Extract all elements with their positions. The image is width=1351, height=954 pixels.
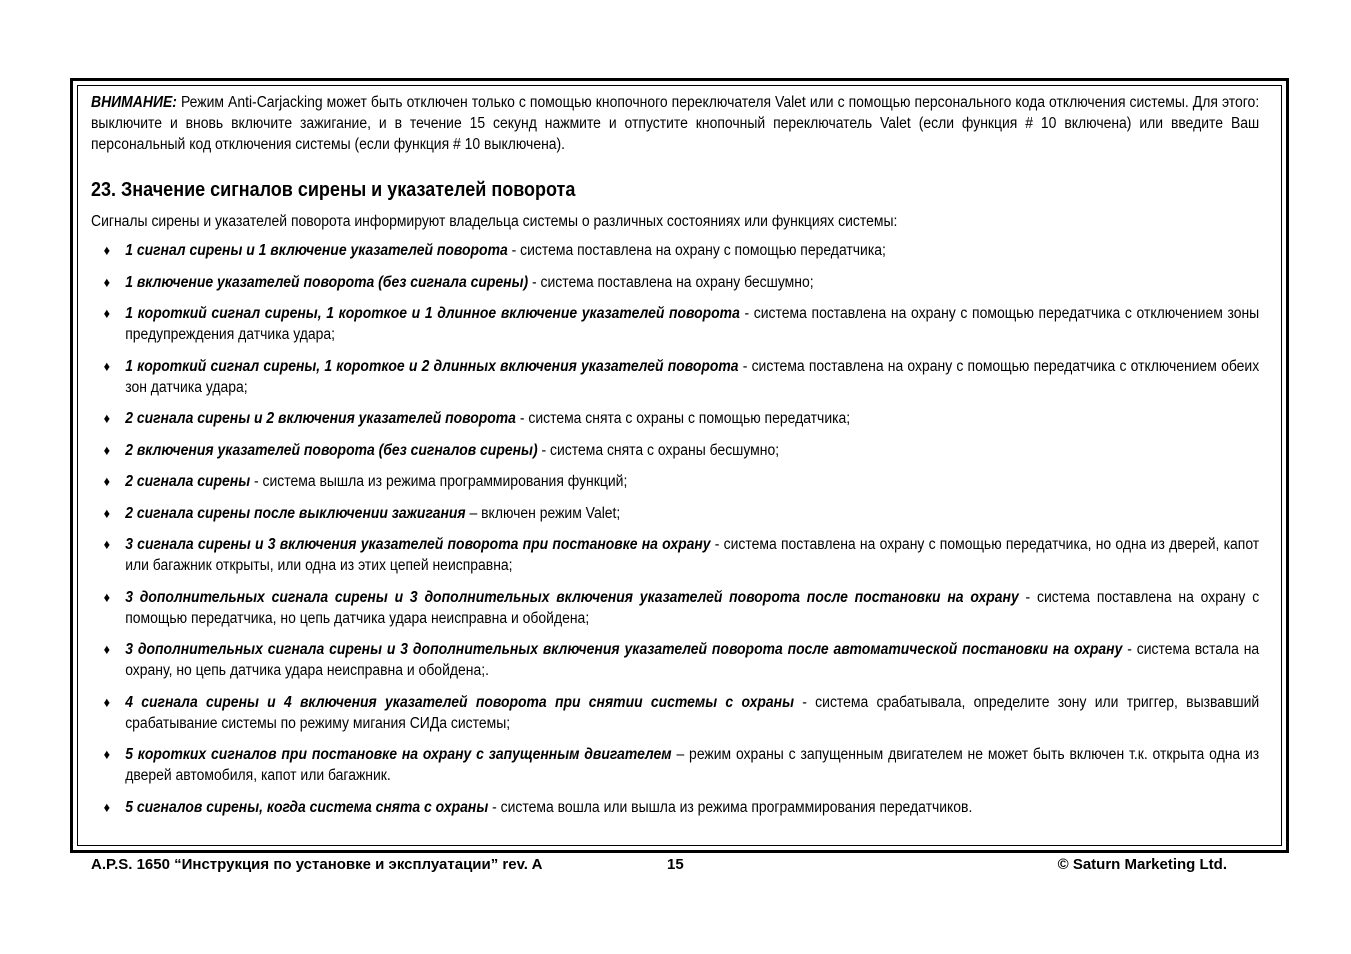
list-item-signal: 2 сигнала сирены и 2 включения указателей поворота — [125, 410, 516, 427]
list-item — [91, 503, 1259, 524]
list-item-meaning: - система встала на охрану, но цепь датчика удара неисправна и обойдена;. — [125, 641, 1260, 679]
list-item-signal: 1 сигнал сирены и 1 включение указателей поворота — [125, 242, 508, 259]
list-item-signal: 5 коротких сигналов при постановке на охрану с запущенным двигателем — [125, 746, 672, 763]
list-item — [91, 272, 1259, 293]
list-item — [91, 639, 1259, 681]
list-item — [91, 240, 1259, 261]
footer-copyright: © Saturn Marketing Ltd. — [1057, 856, 1227, 873]
diamond-bullet-icon: ♦ — [103, 305, 111, 321]
list-item-meaning: - система срабатывала, определите зону или триггер, вызвавший срабатывание системы по режиму мигания СИДа системы; — [125, 693, 1260, 732]
list-item-meaning: - система вошла или вышла из режима программирования передатчиков. — [488, 798, 973, 816]
list-item — [91, 797, 1259, 818]
list-item — [91, 356, 1259, 398]
list-item-meaning: - система снята с охраны бесшумно; — [537, 441, 780, 459]
list-item-meaning: - система поставлена на охрану с помощью передатчика с отключением зоны предупреждения датчика удара; — [125, 305, 1260, 343]
list-item-signal: 3 дополнительных сигнала сирены и 3 дополнительных включения указателей поворота после автоматической постановки на охрану — [125, 641, 1123, 658]
list-item-signal: 3 сигнала сирены и 3 включения указателей поворота при постановке на охрану — [125, 536, 711, 553]
list-item-signal: 2 сигнала сирены — [125, 473, 251, 490]
diamond-bullet-icon: ♦ — [103, 746, 111, 762]
list-item-meaning: - система поставлена на охрану с помощью передатчика; — [507, 242, 886, 259]
diamond-bullet-icon: ♦ — [103, 273, 111, 290]
warning-text: Режим Anti-Carjacking может быть отключен только с помощью кнопочного переключателя Valet или с помощью персонального кода отключения системы. Для этого: выключите и вновь включите зажигание, и в течение 15 секунд нажмите и отпустите кнопочный переключатель Valet (если функция # 10 включена) или введите Ваш персональный код отключения системы (если функция # 10 выключена). — [91, 94, 1260, 153]
list-item — [91, 408, 1259, 429]
diamond-bullet-icon: ♦ — [103, 242, 111, 258]
list-item — [91, 587, 1259, 629]
diamond-bullet-icon: ♦ — [103, 641, 111, 657]
signal-list — [91, 240, 1259, 818]
section-title: 23. Значение сигналов сирены и указателей поворота — [91, 179, 576, 201]
list-item-meaning: – включен режим Valet; — [465, 504, 621, 522]
diamond-bullet-icon: ♦ — [103, 693, 111, 710]
diamond-bullet-icon: ♦ — [103, 798, 111, 815]
list-item-meaning: - система поставлена на охрану с помощью передатчика с отключением обеих зон датчика удара; — [125, 357, 1260, 396]
list-item-meaning: - система поставлена на охрану бесшумно; — [528, 273, 814, 291]
warning-paragraph — [91, 92, 1259, 155]
list-item-meaning: - система поставлена на охрану с помощью передатчика, но одна из дверей, капот или багажник открыты, или одна из этих цепей неисправна; — [125, 536, 1260, 574]
diamond-bullet-icon: ♦ — [103, 357, 111, 374]
list-item-signal: 1 короткий сигнал сирены, 1 короткое и 2 длинных включения указателей поворота — [125, 357, 739, 375]
list-item-signal: 2 сигнала сирены после выключении зажигания — [125, 504, 466, 522]
warning-label: ВНИМАНИЕ: — [91, 94, 177, 111]
page-footer — [91, 856, 1227, 878]
footer-page-number: 15 — [667, 856, 684, 873]
list-item-signal: 1 короткий сигнал сирены, 1 короткое и 1 длинное включение указателей поворота — [125, 305, 740, 322]
list-item-signal: 3 дополнительных сигнала сирены и 3 дополнительных включения указателей поворота после постановки на охрану — [125, 588, 1019, 606]
section-intro: Сигналы сирены и указателей поворота информируют владельца системы о различных состояниях или функциях системы: — [91, 213, 898, 230]
list-item-meaning: – режим охраны с запущенным двигателем не может быть включен т.к. открыта одна из дверей автомобиля, капот или багажник. — [125, 746, 1260, 784]
list-item-meaning: - система вышла из режима программирования функций; — [250, 473, 628, 490]
list-item — [91, 303, 1259, 345]
footer-document-title: A.P.S. 1650 “Инструкция по установке и эксплуатации” rev. A — [91, 856, 543, 873]
diamond-bullet-icon: ♦ — [103, 536, 111, 552]
list-item — [91, 471, 1259, 492]
page-content — [91, 92, 1259, 828]
diamond-bullet-icon: ♦ — [103, 473, 111, 489]
list-item-signal: 1 включение указателей поворота (без сигнала сирены) — [125, 273, 529, 291]
diamond-bullet-icon: ♦ — [103, 410, 111, 426]
list-item — [91, 440, 1259, 461]
list-item-signal: 5 сигналов сирены, когда система снята с охраны — [125, 798, 489, 816]
list-item — [91, 744, 1259, 786]
list-item-meaning: - система снята с охраны с помощью передатчика; — [515, 410, 851, 427]
list-item — [91, 534, 1259, 576]
list-item — [91, 692, 1259, 734]
diamond-bullet-icon: ♦ — [103, 441, 111, 458]
diamond-bullet-icon: ♦ — [103, 504, 111, 521]
list-item-meaning: - система поставлена на охрану с помощью передатчика, но цепь датчика удара неисправна и обойдена; — [125, 588, 1260, 627]
list-item-signal: 4 сигнала сирены и 4 включения указателей поворота при снятии системы с охраны — [125, 693, 794, 711]
list-item-signal: 2 включения указателей поворота (без сигналов сирены) — [125, 441, 538, 459]
diamond-bullet-icon: ♦ — [103, 588, 111, 605]
